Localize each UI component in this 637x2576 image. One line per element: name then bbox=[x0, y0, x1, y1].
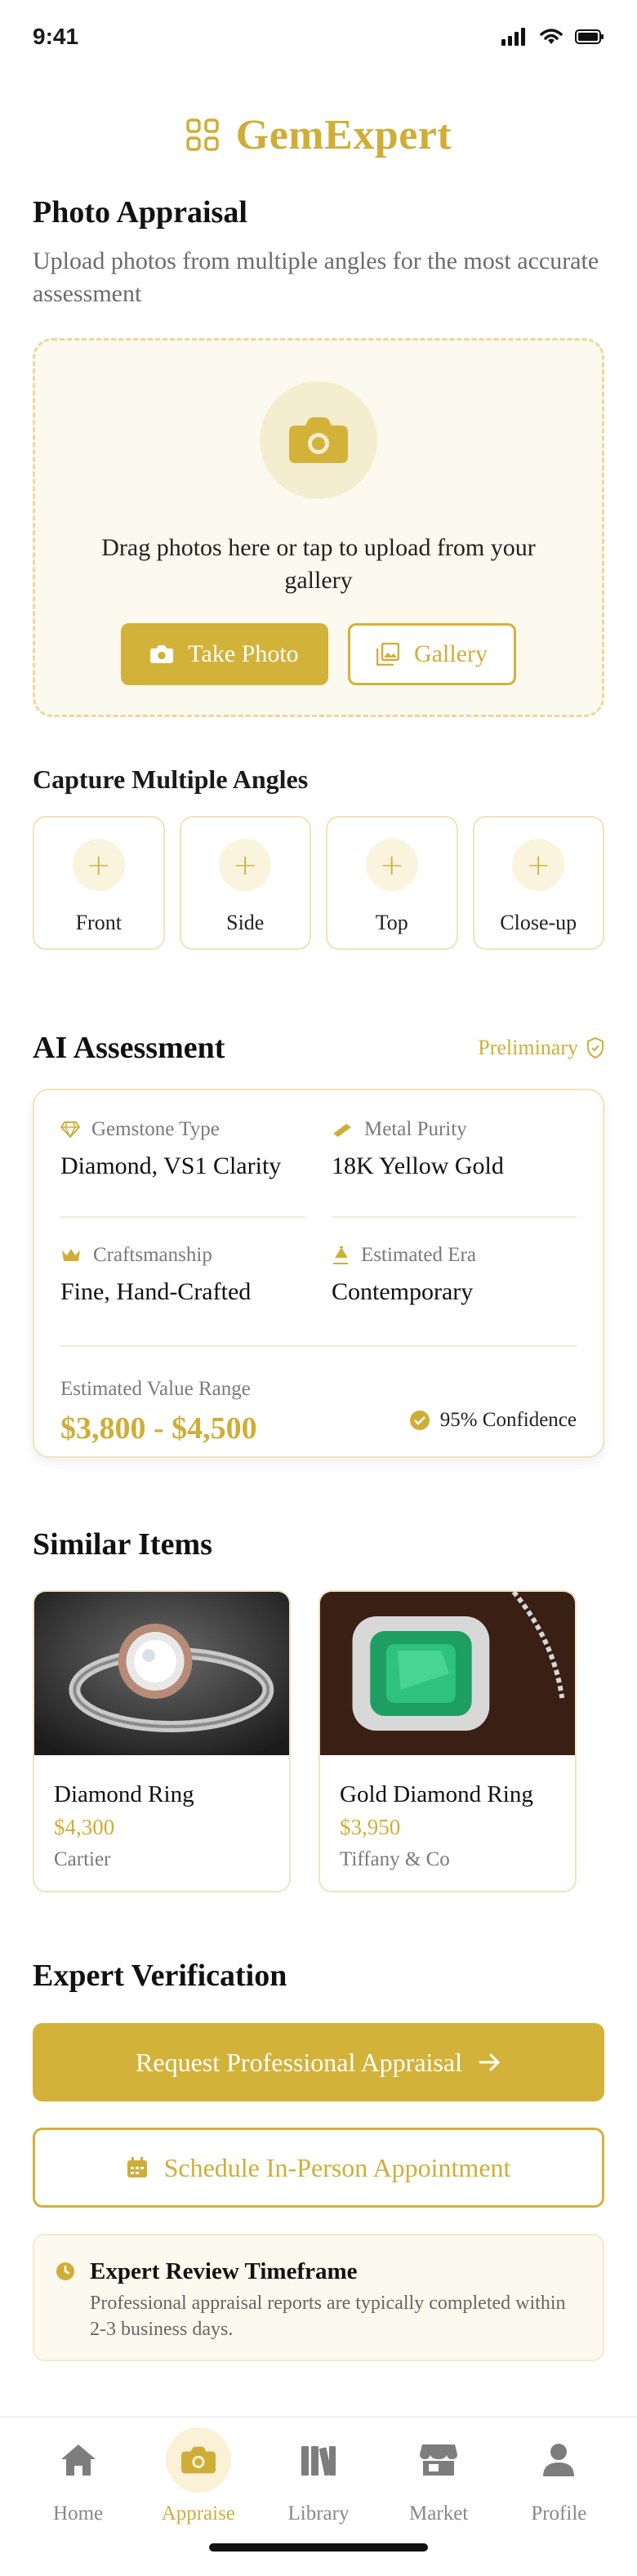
tab-profile[interactable] bbox=[510, 2427, 608, 2525]
angle-label: Close-up bbox=[500, 911, 577, 934]
similar-items-list bbox=[0, 1590, 637, 1892]
crown-icon bbox=[60, 1247, 82, 1263]
craftsmanship-value: Fine, Hand-Crafted bbox=[60, 1278, 252, 1305]
upload-dropzone[interactable] bbox=[33, 338, 604, 717]
preliminary-label: Preliminary bbox=[478, 1036, 578, 1059]
camera-icon bbox=[181, 2446, 216, 2474]
craftsmanship-label: Craftsmanship bbox=[93, 1244, 212, 1266]
similar-item-brand: Cartier bbox=[54, 1848, 111, 1870]
angle-label: Side bbox=[226, 911, 265, 934]
gold-bar-icon bbox=[332, 1122, 353, 1137]
similar-item-price: $3,950 bbox=[340, 1815, 401, 1839]
arrow-right-icon bbox=[479, 2052, 501, 2072]
tab-library[interactable] bbox=[270, 2427, 368, 2525]
status-time: 9:41 bbox=[33, 24, 79, 49]
timeframe-text: Professional appraisal reports are typically completed within 2-3 business days. bbox=[90, 2293, 566, 2340]
estimated-era-field bbox=[332, 1218, 577, 1345]
plus-icon: + bbox=[512, 839, 564, 891]
schedule-appointment-label: Schedule In-Person Appointment bbox=[163, 2152, 511, 2182]
similar-item-price: $4,300 bbox=[54, 1815, 115, 1839]
gemstone-type-value: Diamond, VS1 Clarity bbox=[60, 1152, 282, 1179]
similar-items-title: Similar Items bbox=[33, 1527, 212, 1562]
metal-purity-value: 18K Yellow Gold bbox=[332, 1152, 504, 1179]
schedule-appointment-button[interactable] bbox=[33, 2128, 604, 2208]
value-range-value: $3,800 - $4,500 bbox=[60, 1411, 257, 1446]
tab-home[interactable] bbox=[29, 2427, 127, 2525]
angle-top-slot[interactable] bbox=[326, 816, 458, 950]
wifi-icon bbox=[539, 28, 564, 46]
shield-icon bbox=[586, 1037, 604, 1058]
tab-label: Profile bbox=[531, 2502, 587, 2525]
emerald-pendant-image bbox=[320, 1592, 575, 1755]
gallery-icon bbox=[376, 643, 399, 666]
similar-item-card[interactable] bbox=[318, 1590, 577, 1892]
estimated-era-label: Estimated Era bbox=[361, 1244, 476, 1266]
request-appraisal-button[interactable] bbox=[33, 2023, 604, 2101]
angle-side-slot[interactable] bbox=[180, 816, 312, 950]
gem-icon bbox=[60, 1121, 80, 1138]
craftsmanship-field bbox=[60, 1218, 305, 1345]
photo-appraisal-subtitle: Upload photos from multiple angles for the most accurate assessment bbox=[33, 247, 599, 307]
similar-item-brand: Tiffany & Co bbox=[340, 1848, 450, 1870]
photo-appraisal-title: Photo Appraisal bbox=[33, 195, 247, 230]
gallery-button[interactable] bbox=[348, 623, 516, 685]
gemstone-type-label: Gemstone Type bbox=[91, 1118, 220, 1140]
app-header bbox=[0, 82, 637, 188]
gallery-label: Gallery bbox=[414, 640, 488, 667]
value-range-label: Estimated Value Range bbox=[60, 1378, 251, 1400]
similar-item-card[interactable] bbox=[33, 1590, 291, 1892]
home-icon bbox=[60, 2443, 97, 2477]
camera-icon bbox=[150, 645, 173, 663]
tab-label: Appraise bbox=[161, 2502, 235, 2525]
tab-label: Home bbox=[53, 2502, 104, 2525]
home-indicator bbox=[209, 2543, 428, 2551]
grid-logo-icon bbox=[185, 118, 220, 152]
app-title: GemExpert bbox=[235, 111, 452, 158]
tab-label: Market bbox=[409, 2502, 469, 2525]
ai-assessment-card bbox=[33, 1089, 604, 1458]
signal-icon bbox=[501, 28, 528, 46]
request-appraisal-label: Request Professional Appraisal bbox=[136, 2047, 462, 2077]
similar-item-name: Gold Diamond Ring bbox=[340, 1781, 533, 1807]
similar-item-name: Diamond Ring bbox=[54, 1781, 194, 1807]
expert-timeframe-note bbox=[33, 2234, 604, 2361]
upload-instructions: Drag photos here or tap to upload from your gallery bbox=[101, 534, 536, 594]
hourglass-icon bbox=[332, 1246, 350, 1265]
clock-icon bbox=[56, 2262, 75, 2281]
plus-icon: + bbox=[219, 839, 271, 891]
status-icons bbox=[501, 28, 604, 46]
estimated-era-value: Contemporary bbox=[332, 1278, 474, 1305]
library-icon bbox=[300, 2443, 337, 2477]
gemstone-type-field bbox=[60, 1118, 305, 1218]
angles-title: Capture Multiple Angles bbox=[33, 764, 309, 794]
metal-purity-label: Metal Purity bbox=[364, 1118, 467, 1140]
angle-front-slot[interactable] bbox=[33, 816, 165, 950]
expert-verification-title: Expert Verification bbox=[33, 1959, 287, 1993]
ai-assessment-title: AI Assessment bbox=[33, 1031, 225, 1065]
camera-icon bbox=[289, 417, 348, 463]
upload-camera-circle bbox=[260, 381, 377, 499]
status-bar bbox=[0, 0, 637, 74]
battery-icon bbox=[575, 29, 604, 45]
timeframe-title: Expert Review Timeframe bbox=[90, 2258, 358, 2284]
angle-closeup-slot[interactable] bbox=[473, 816, 605, 950]
tab-label: Library bbox=[287, 2502, 350, 2525]
tab-appraise[interactable] bbox=[149, 2427, 247, 2525]
user-icon bbox=[542, 2443, 575, 2477]
preliminary-badge bbox=[478, 1036, 604, 1060]
confidence-label: 95% Confidence bbox=[439, 1409, 577, 1431]
angles-list bbox=[0, 816, 637, 950]
calendar-icon bbox=[127, 2157, 148, 2178]
metal-purity-field bbox=[332, 1118, 577, 1218]
tab-market[interactable] bbox=[390, 2427, 488, 2525]
store-icon bbox=[419, 2443, 458, 2477]
angle-label: Front bbox=[75, 911, 122, 934]
plus-icon: + bbox=[366, 839, 418, 891]
take-photo-label: Take Photo bbox=[188, 640, 299, 667]
plus-icon: + bbox=[73, 839, 125, 891]
diamond-ring-image bbox=[34, 1592, 289, 1755]
confidence-indicator bbox=[409, 1409, 577, 1432]
angle-label: Top bbox=[375, 911, 408, 934]
bottom-tab-bar bbox=[0, 2416, 637, 2576]
check-circle-icon bbox=[409, 1410, 430, 1431]
take-photo-button[interactable] bbox=[121, 623, 328, 685]
